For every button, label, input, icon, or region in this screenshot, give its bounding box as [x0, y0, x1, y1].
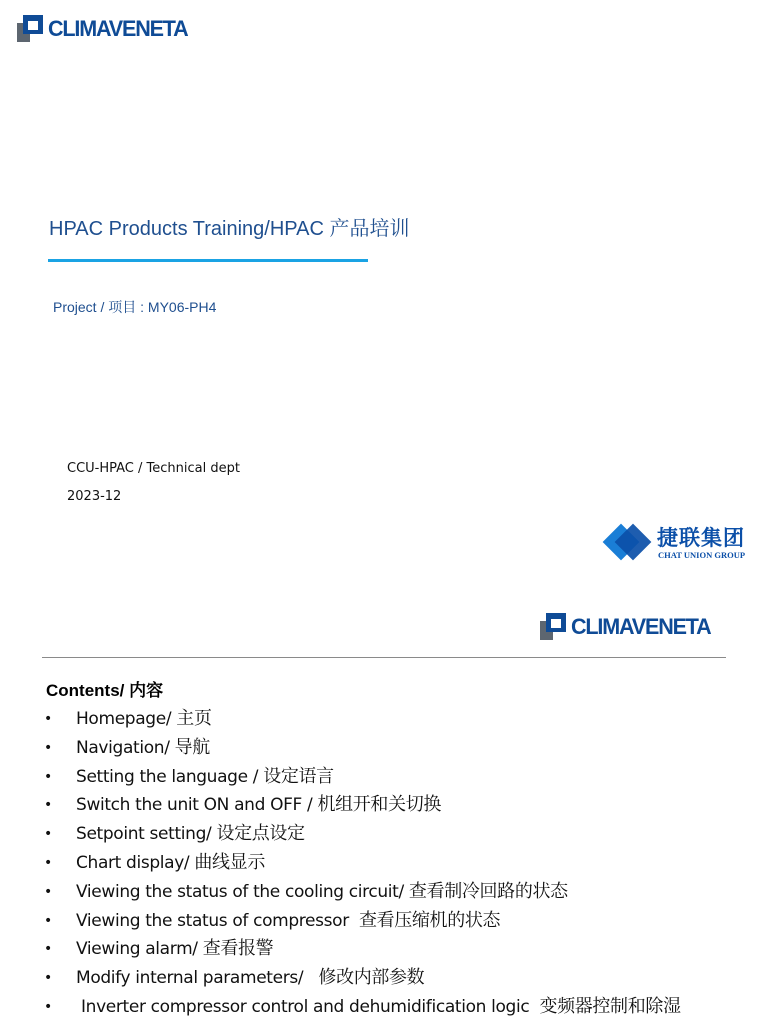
list-item: [44, 993, 744, 1022]
list-item-label: [76, 705, 212, 734]
list-item-label-en: Viewing the status of the cooling circuit/: [76, 881, 409, 902]
list-item-label: [76, 878, 568, 907]
bullet-icon: •: [44, 797, 53, 814]
slide-title: HPAC Products Training/HPAC 产品培训: [49, 218, 410, 240]
list-item-label: [76, 791, 441, 820]
list-item-label: [81, 993, 681, 1022]
list-item: [44, 820, 744, 849]
logo-wordmark: CLIMAVENETA: [571, 614, 711, 639]
department-label: CCU-HPAC / Technical dept: [67, 461, 240, 476]
list-item-label-zh: 查看压缩机的状态: [358, 909, 501, 931]
chat-union-name-en: CHAT UNION GROUP: [658, 550, 746, 560]
list-item-label-zh: 设定语言: [263, 765, 334, 787]
list-item: [44, 878, 744, 907]
list-item: [44, 763, 744, 792]
list-item-label-en: Navigation/: [76, 737, 175, 758]
list-item-label-zh: 曲线显示: [194, 851, 265, 873]
list-item-label: [76, 763, 334, 792]
contents-list: [44, 705, 744, 1022]
bullet-icon: •: [44, 854, 53, 871]
project-label: Project / 项目 : MY06-PH4: [53, 299, 217, 315]
list-item-label: [76, 907, 500, 936]
list-item-label-en: Inverter compressor control and dehumidification logic: [81, 996, 540, 1017]
list-item-label-en: Setpoint setting/: [76, 824, 217, 845]
list-item: [44, 791, 744, 820]
climaveneta-logo-icon: [540, 613, 567, 641]
list-item-label: [76, 849, 265, 878]
list-item-label-zh: 导航: [174, 736, 210, 758]
bullet-icon: •: [44, 739, 53, 756]
logo-wordmark: CLIMAVENETA: [48, 16, 188, 41]
list-item-label-en: Viewing the status of compressor: [76, 910, 359, 931]
list-item-label: [76, 964, 424, 993]
list-item-label-zh: 设定点设定: [216, 823, 305, 845]
list-item: [44, 907, 744, 936]
list-item-label-en: Homepage/: [76, 709, 177, 729]
list-item-label: [76, 820, 305, 849]
climaveneta-logo: [17, 15, 190, 43]
title-underline: [48, 259, 368, 262]
slide-divider: [42, 657, 726, 658]
list-item-label-zh: 机组开和关切换: [317, 794, 442, 816]
bullet-icon: •: [44, 768, 53, 785]
list-item-label: [76, 734, 210, 763]
list-item-label-zh: 查看制冷回路的状态: [408, 880, 568, 902]
bullet-icon: •: [44, 826, 53, 843]
list-item-label-zh: 变频器控制和除湿: [539, 995, 681, 1017]
bullet-icon: •: [44, 998, 53, 1015]
list-item: [44, 705, 744, 734]
list-item-label-en: Switch the unit ON and OFF /: [76, 795, 318, 816]
list-item-label-en: Chart display/: [76, 852, 195, 873]
list-item-label-en: Modify internal parameters/: [76, 968, 319, 989]
contents-heading: Contents/ 内容: [46, 681, 164, 700]
list-item: [44, 734, 744, 763]
climaveneta-logo-icon: [17, 15, 44, 43]
bullet-icon: •: [44, 941, 53, 958]
list-item: [44, 964, 744, 993]
bullet-icon: •: [44, 883, 53, 900]
list-item-label: [76, 935, 273, 964]
chat-union-name-cn: 捷联集团: [657, 525, 745, 550]
list-item-label-zh: 查看报警: [202, 938, 274, 960]
list-item: [44, 935, 744, 964]
list-item: [44, 849, 744, 878]
chat-union-logo: [602, 521, 752, 563]
list-item-label-en: Setting the language /: [76, 766, 264, 787]
list-item-label-en: Viewing alarm/: [76, 939, 203, 960]
bullet-icon: •: [44, 912, 53, 929]
list-item-label-zh: 主页: [176, 708, 212, 729]
date-label: 2023-12: [67, 489, 122, 504]
bullet-icon: •: [44, 970, 53, 987]
list-item-label-zh: 修改内部参数: [318, 967, 425, 989]
climaveneta-logo: [540, 613, 713, 641]
bullet-icon: •: [44, 711, 53, 727]
